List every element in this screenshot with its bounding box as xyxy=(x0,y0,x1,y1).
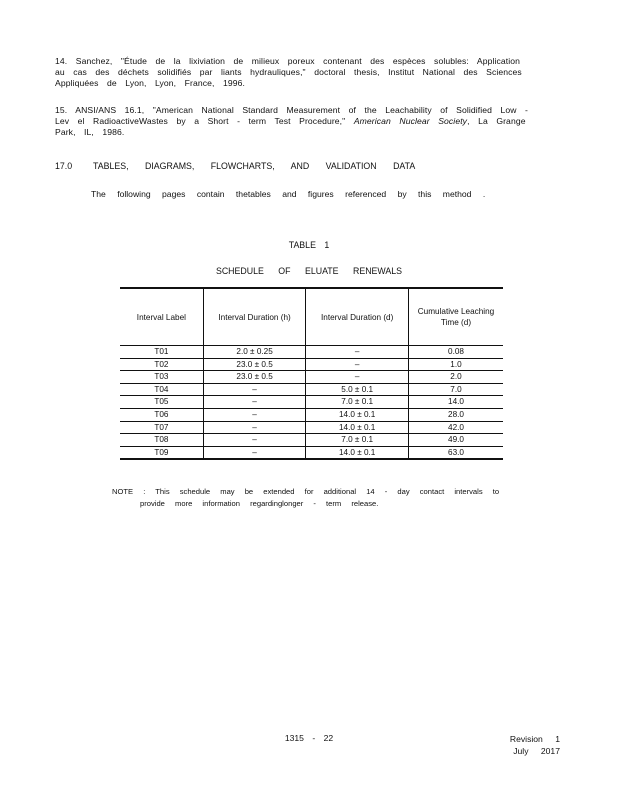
page-number: 1315 - 22 xyxy=(284,733,334,743)
cell-cumulative-time: 49.0 xyxy=(408,434,503,447)
cell-cumulative-time: 28.0 xyxy=(408,408,503,421)
table-row xyxy=(120,396,503,409)
cell-duration-days: – xyxy=(306,346,409,359)
table-note xyxy=(112,486,499,510)
revision-label: Revision 1 xyxy=(509,734,560,744)
cell-duration-days: 5.0 ± 0.1 xyxy=(306,383,409,396)
cell-cumulative-time: 63.0 xyxy=(408,446,503,459)
table-caption: SCHEDULE OF ELUATE RENEWALS xyxy=(215,266,403,276)
cell-duration-hours: – xyxy=(203,421,306,434)
table-row xyxy=(120,446,503,459)
cell-interval-label: T09 xyxy=(120,446,203,459)
cell-duration-hours: – xyxy=(203,396,306,409)
cell-interval-label: T08 xyxy=(120,434,203,447)
cell-interval-label: T07 xyxy=(120,421,203,434)
reference-15-line-3: Park, IL, 1986. xyxy=(55,127,125,137)
header-duration-hours: Interval Duration (h) xyxy=(203,288,306,346)
cell-duration-hours: 2.0 ± 0.25 xyxy=(203,346,306,359)
cell-duration-hours: – xyxy=(203,408,306,421)
table-header-row xyxy=(120,288,503,346)
table-body xyxy=(120,346,503,460)
cell-interval-label: T02 xyxy=(120,358,203,371)
cell-duration-hours: – xyxy=(203,383,306,396)
section-title: TABLES, DIAGRAMS, FLOWCHARTS, AND VALIDATION DATA xyxy=(93,161,416,171)
cell-cumulative-time: 42.0 xyxy=(408,421,503,434)
section-heading xyxy=(55,161,415,171)
cell-cumulative-time: 7.0 xyxy=(408,383,503,396)
cell-interval-label: T03 xyxy=(120,371,203,384)
cell-duration-days: 14.0 ± 0.1 xyxy=(306,408,409,421)
reference-15-line-1: 15. ANSI/ANS 16.1, "American National Standard Measurement of the Leachability of Solidified Low - xyxy=(55,105,529,115)
cell-duration-days: 7.0 ± 0.1 xyxy=(306,434,409,447)
table-row xyxy=(120,383,503,396)
table-row xyxy=(120,371,503,384)
cell-duration-days: – xyxy=(306,358,409,371)
cell-interval-label: T06 xyxy=(120,408,203,421)
cell-duration-hours: – xyxy=(203,434,306,447)
table-row xyxy=(120,421,503,434)
journal-name: American Nuclear Society xyxy=(353,116,468,126)
eluate-renewal-table xyxy=(120,287,503,460)
note-line-2: provide more information regardinglonger - term release. xyxy=(140,499,379,508)
cell-duration-hours: 23.0 ± 0.5 xyxy=(203,371,306,384)
table-row xyxy=(120,408,503,421)
cell-duration-days: 7.0 ± 0.1 xyxy=(306,396,409,409)
header-interval-label: Interval Label xyxy=(120,288,203,346)
reference-14-line-1: 14. Sanchez, "Étude de la lixiviation de milieux poreux contenant des espèces solubles: Application xyxy=(55,56,521,66)
cell-interval-label: T01 xyxy=(120,346,203,359)
cell-interval-label: T05 xyxy=(120,396,203,409)
header-cumulative-time: Cumulative Leaching Time (d) xyxy=(408,288,503,346)
cell-duration-hours: – xyxy=(203,446,306,459)
header-duration-days: Interval Duration (d) xyxy=(306,288,409,346)
cell-cumulative-time: 2.0 xyxy=(408,371,503,384)
cell-duration-days: 14.0 ± 0.1 xyxy=(306,446,409,459)
reference-14-line-2: au cas des déchets solidifiés par liants hydrauliques," doctoral thesis, Institut National des Sciences xyxy=(55,67,522,77)
cell-duration-hours: 23.0 ± 0.5 xyxy=(203,358,306,371)
cell-cumulative-time: 14.0 xyxy=(408,396,503,409)
cell-cumulative-time: 0.08 xyxy=(408,346,503,359)
intro-paragraph: The following pages contain thetables and figures referenced by this method . xyxy=(91,189,486,199)
cell-duration-days: – xyxy=(306,371,409,384)
reference-15-line-2: Lev el RadioactiveWastes by a Short - term Test Procedure," American Nuclear Society, La Grange xyxy=(55,116,526,126)
reference-14 xyxy=(55,56,563,89)
table-row xyxy=(120,358,503,371)
reference-number: 15. xyxy=(55,105,68,115)
reference-15 xyxy=(55,105,563,138)
table-row xyxy=(120,434,503,447)
revision-date: July 2017 xyxy=(513,746,560,756)
revision-block xyxy=(470,733,560,757)
section-number: 17.0 xyxy=(55,161,73,171)
cell-interval-label: T04 xyxy=(120,383,203,396)
table-row xyxy=(120,346,503,359)
cell-duration-days: 14.0 ± 0.1 xyxy=(306,421,409,434)
table-title: TABLE 1 xyxy=(288,240,330,250)
reference-number: 14. xyxy=(55,56,68,66)
reference-14-line-3: Appliquées de Lyon, Lyon, France, 1996. xyxy=(55,78,245,88)
cell-cumulative-time: 1.0 xyxy=(408,358,503,371)
note-line-1: NOTE : This schedule may be extended for additional 14 - day contact intervals to xyxy=(112,487,500,496)
